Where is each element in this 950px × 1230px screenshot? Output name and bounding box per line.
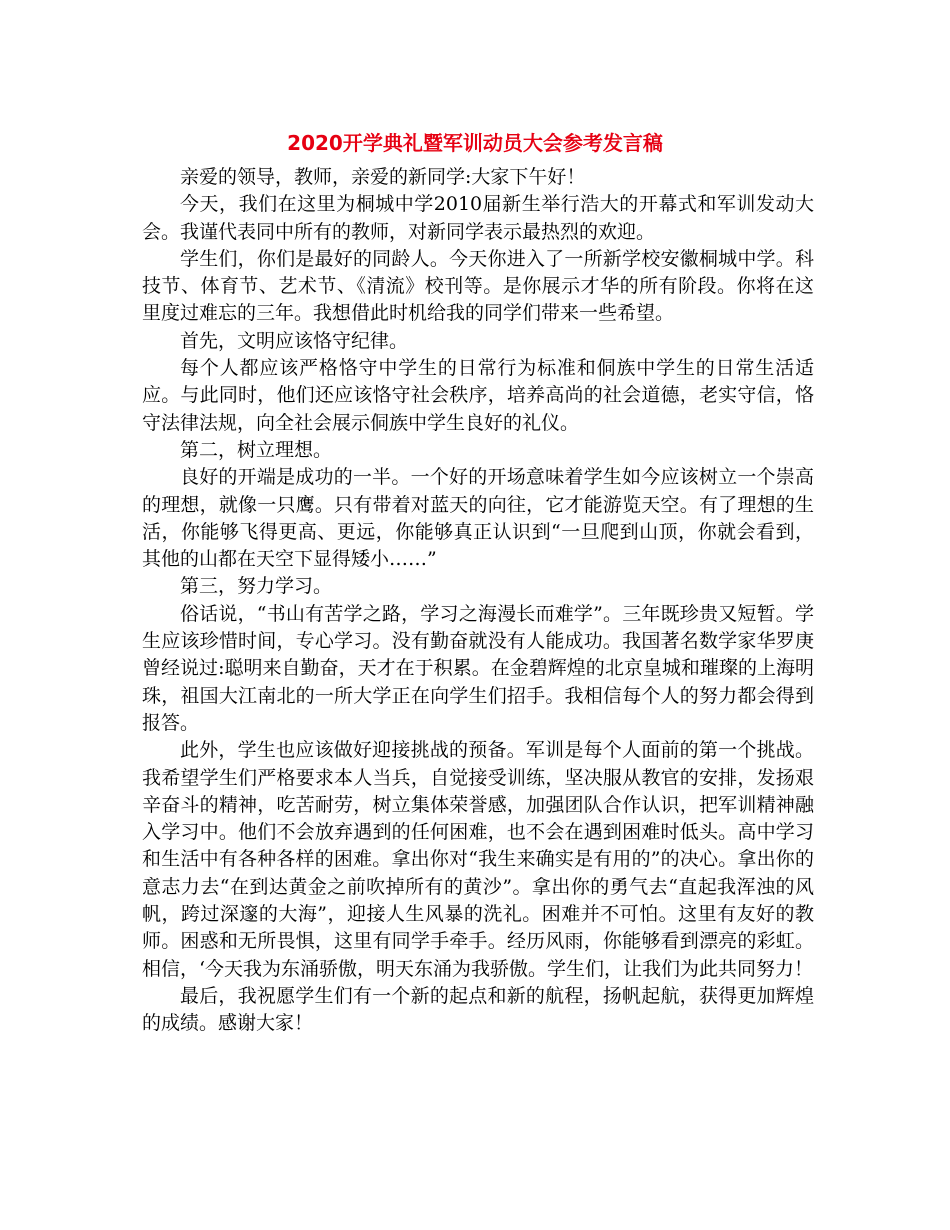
heading-point-three: 第三，努力学习。 [180, 575, 333, 598]
paragraph-welcome: 今天，我们在这里为桐城中学2010届新生举行浩大的开幕式和军训发动大会。我谨代表同中所有的教师，对新同学表示最热烈的欢迎。 [142, 193, 814, 243]
paragraph-closing: 最后，我祝愿学生们有一个新的起点和新的航程，扬帆起航，获得更加辉煌的成绩。感谢大家！ [142, 984, 814, 1035]
heading-point-two: 第二，树立理想。 [180, 438, 333, 461]
paragraph-study: 俗话说，“书山有苦学之路，学习之海漫长而难学”。三年既珍贵又短暂。学生应该珍惜时间，专心学习。没有勤奋就没有人能成功。我国著名数学家华罗庚曾经说过:聪明来自勤奋，天才在于积累。在金碧辉煌的北京皇城和璀璨的上海明珠，祖国大江南北的一所大学正在向学生们招手。我相信每个人的努力都会得到报答。 [142, 602, 814, 734]
paragraph-discipline: 每个人都应该严格恪守中学生的日常行为标准和侗族中学生的日常生活适应。与此同时，他们还应该恪守社会秩序，培养高尚的社会道德，老实守信，恪守法律法规，向全社会展示侗族中学生良好的礼仪。 [142, 357, 814, 434]
heading-point-one: 首先，文明应该恪守纪律。 [180, 329, 409, 352]
paragraph-challenge: 此外，学生也应该做好迎接挑战的预备。军训是每个人面前的第一个挑战。我希望学生们严格要求本人当兵，自觉接受训练，坚决服从教官的安排，发扬艰辛奋斗的精神，吃苦耐劳，树立集体荣誉感，加强团队合作认识，把军训精神融入学习中。他们不会放弃遇到的任何困难，也不会在遇到困难时低头。高中学习和生活中有各种各样的困难。拿出你对“我生来确实是有用的”的决心。拿出你的意志力去“在到达黄金之前吹掉所有的黄沙”。拿出你的勇气去“直起我浑浊的风帆，跨过深邃的大海”，迎接人生风暴的洗礼。困难并不可怕。这里有友好的教师。困惑和无所畏惧，这里有同学手牵手。经历风雨，你能够看到漂亮的彩虹。相信，‘今天我为东涌骄傲，明天东涌为我骄傲。学生们，让我们为此共同努力！ [142, 739, 814, 980]
paragraph-ideals: 良好的开端是成功的一半。一个好的开场意味着学生如今应该树立一个崇高的理想，就像一只鹰。只有带着对蓝天的向往，它才能游览天空。有了理想的生活，你能够飞得更高、更远，你能够真正认识到“一旦爬到山顶，你就会看到，其他的山都在天空下显得矮小……” [142, 466, 814, 571]
paragraph-school-intro: 学生们，你们是最好的同龄人。今天你进入了一所新学校安徽桐城中学。科技节、体育节、艺术节、《清流》校刊等。是你展示才华的所有阶段。你将在这里度过难忘的三年。我想借此时机给我的同学们带来一些希望。 [142, 247, 814, 325]
document-body [142, 164, 814, 1038]
document-title: 2020开学典礼暨军训动员大会参考发言稿 [287, 131, 663, 155]
paragraph-greeting: 亲爱的领导，教师，亲爱的新同学:大家下午好！ [180, 166, 586, 188]
